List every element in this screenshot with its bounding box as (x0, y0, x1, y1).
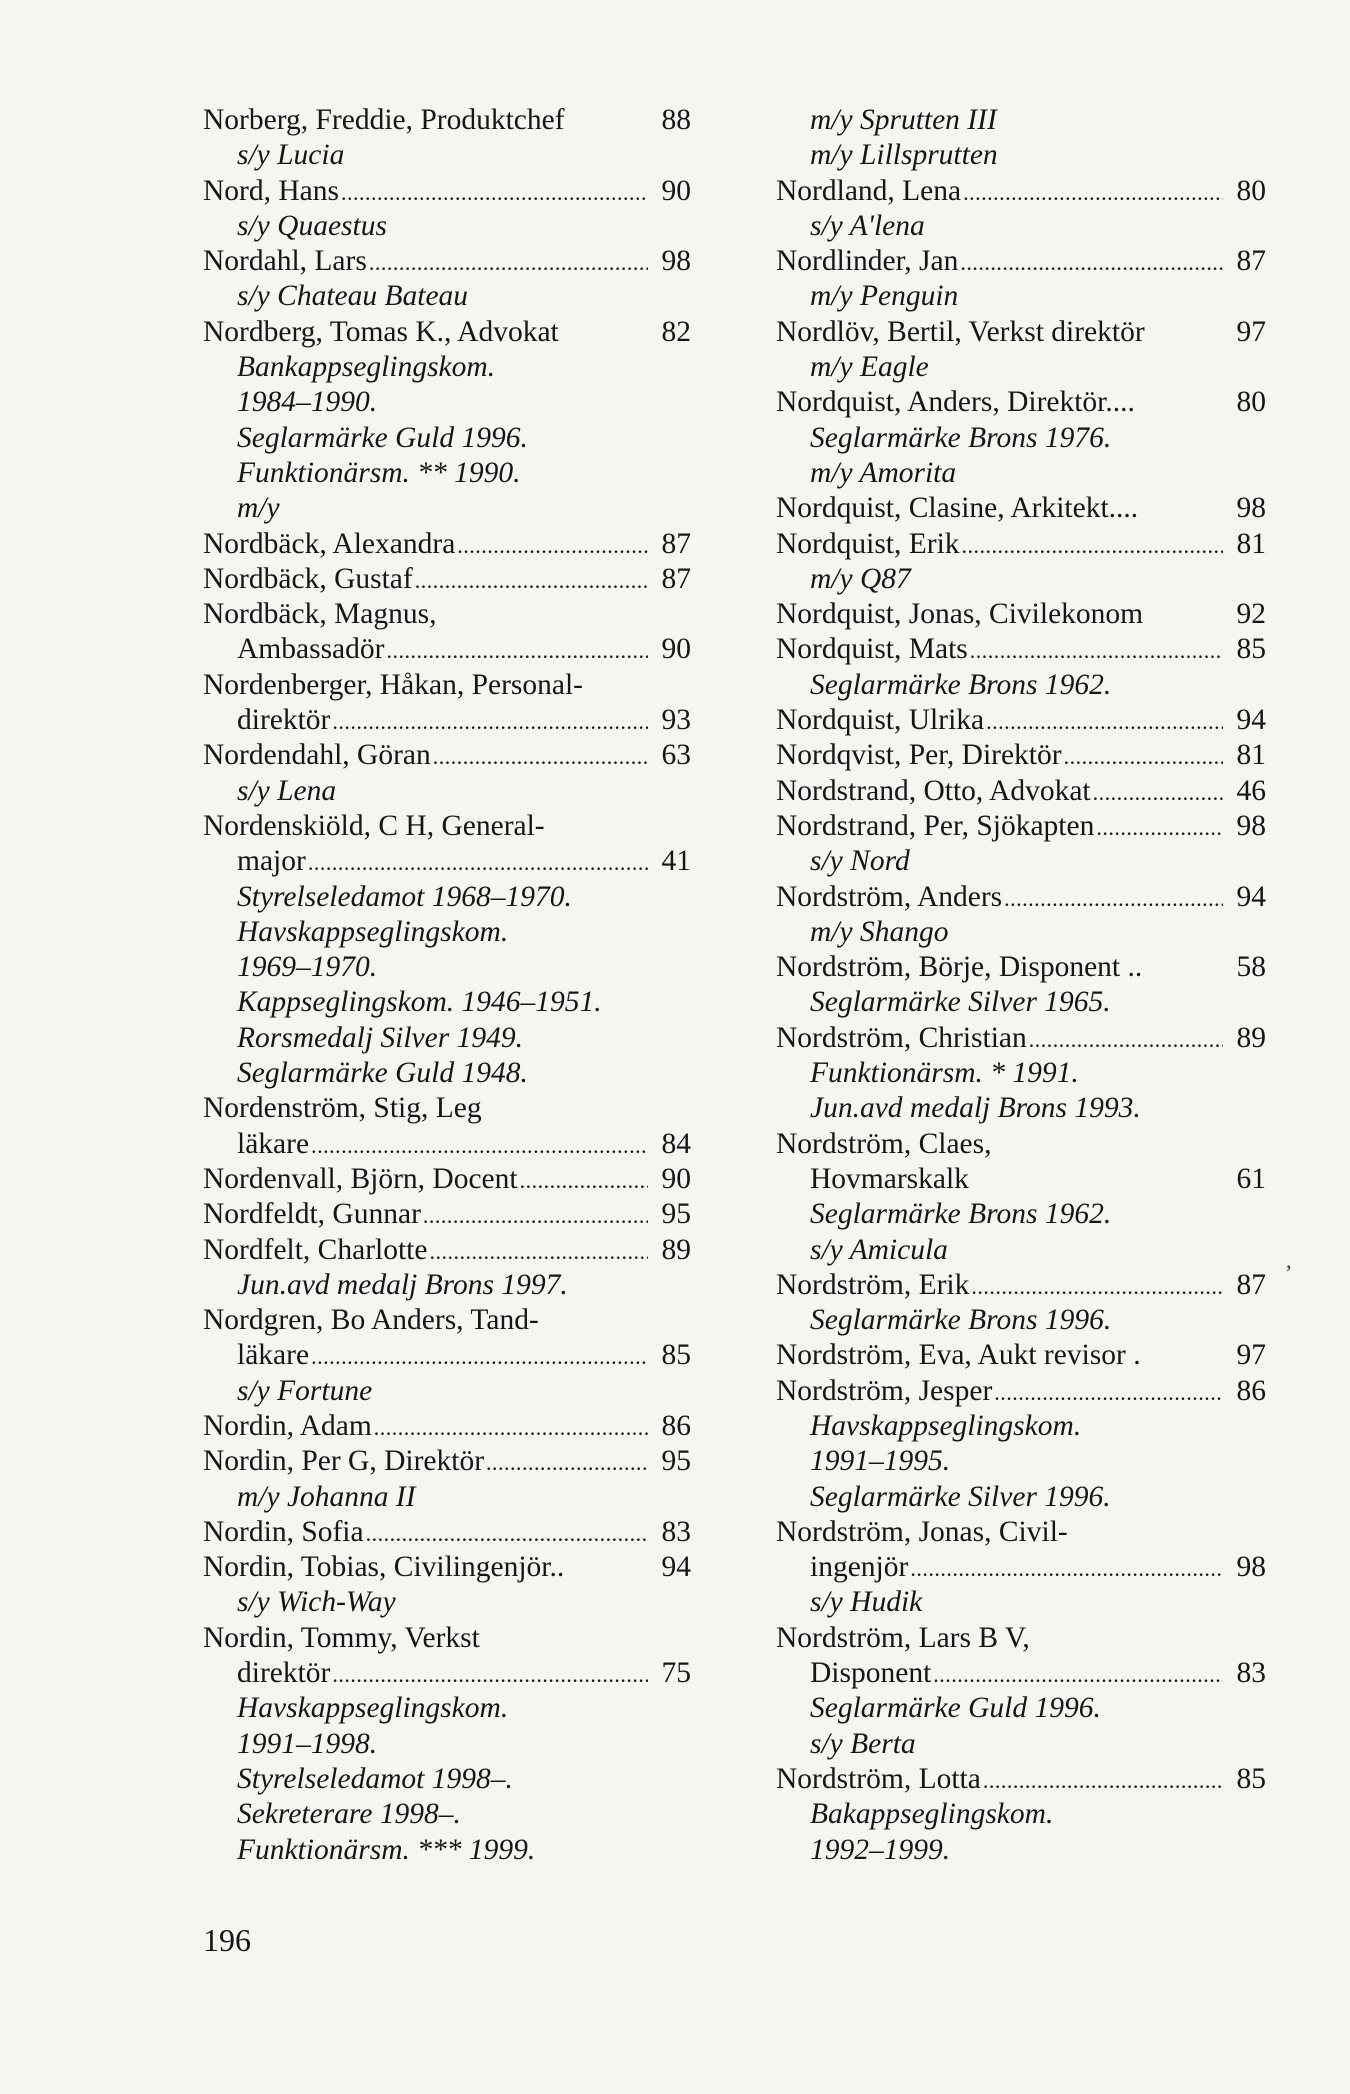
entry-page-number: 90 (661, 633, 691, 666)
entry-page-number: 94 (661, 1551, 691, 1584)
entry-note: m/y Penguin (810, 280, 959, 313)
entry-page-number: 94 (1236, 880, 1266, 913)
entry-text: Nordendahl, Göran (203, 739, 431, 772)
entry-note: s/y Lena (237, 774, 337, 807)
index-entry (776, 527, 1266, 562)
entry-text: Nordquist, Jonas, Civilekonom (776, 598, 1144, 631)
dot-leader (960, 245, 1223, 280)
dot-leader (1096, 810, 1223, 845)
entry-note: s/y Wich-Way (237, 1586, 396, 1619)
index-entry (776, 1021, 1266, 1056)
entry-page-number: 46 (1236, 774, 1266, 807)
entry-text: Nordin, Per G, Direktör (203, 1445, 485, 1478)
entry-text: Nordqvist, Per, Direktör (776, 739, 1062, 772)
index-entry-heading: Nordström, Jonas, Civil- (776, 1515, 1068, 1548)
index-entry (776, 738, 1266, 773)
entry-note: m/y Lillsprutten (810, 139, 998, 172)
entry-page-number: 90 (661, 174, 691, 207)
index-entry (776, 315, 1266, 350)
entry-text: Nordström, Anders (776, 880, 1003, 913)
entry-page-number: 83 (661, 1515, 691, 1548)
index-entry (776, 597, 1266, 632)
entry-text: Disponent (810, 1657, 932, 1690)
page-number: 196 (203, 1922, 251, 1958)
dot-leader (1064, 739, 1223, 774)
entry-note: s/y Lucia (237, 139, 345, 172)
entry-text: Ambassadör (237, 633, 385, 666)
dot-leader (423, 1198, 648, 1233)
entry-page-number: 81 (1236, 739, 1266, 772)
entry-page-number: 97 (1236, 1339, 1266, 1372)
right-column (776, 103, 1266, 1868)
entry-text: Nordlinder, Jan (776, 245, 959, 278)
entry-page-number: 63 (661, 739, 691, 772)
entry-text: Nordenvall, Björn, Docent (203, 1162, 518, 1195)
entry-page-number: 82 (661, 315, 691, 348)
dot-leader (374, 1410, 648, 1445)
index-entry-heading: Nordin, Tommy, Verkst (203, 1621, 480, 1654)
entry-note: 1991–1998. (237, 1727, 378, 1760)
index-entry-heading: Nordenskiöld, C H, General- (203, 809, 545, 842)
dot-leader (308, 845, 648, 880)
entry-note: s/y Fortune (237, 1374, 373, 1407)
dot-leader (429, 1234, 648, 1269)
entry-text: direktör (237, 704, 331, 737)
index-entry (203, 1197, 691, 1232)
index-entry (203, 1162, 691, 1197)
entry-page-number: 87 (1236, 245, 1266, 278)
index-entry (203, 1409, 691, 1444)
entry-text: direktör (237, 1657, 331, 1690)
entry-note: Styrelseledamot 1968–1970. (237, 880, 572, 913)
dot-leader (341, 175, 648, 210)
entry-note: s/y Berta (810, 1727, 916, 1760)
index-entry (203, 1233, 691, 1268)
entry-page-number: 85 (1236, 1762, 1266, 1795)
entry-text: Nordbäck, Gustaf (203, 562, 413, 595)
entry-text: Nordstrand, Otto, Advokat (776, 774, 1091, 807)
index-entry (203, 738, 691, 773)
index-entry-heading: Nordbäck, Magnus, (203, 598, 437, 631)
stray-mark: , (1286, 1248, 1292, 1273)
entry-note: Bakappseglingskom. (810, 1798, 1054, 1831)
entry-note: Jun.avd medalj Brons 1993. (810, 1092, 1141, 1125)
index-entry (776, 491, 1266, 526)
entry-page-number: 89 (661, 1233, 691, 1266)
index-entry (203, 703, 691, 738)
entry-note: s/y Hudik (810, 1586, 923, 1619)
entry-note: s/y A'lena (810, 209, 925, 242)
entry-page-number: 98 (661, 245, 691, 278)
entry-page-number: 41 (661, 845, 691, 878)
dot-leader (933, 1657, 1223, 1692)
entry-note: m/y Amorita (810, 456, 957, 489)
entry-page-number: 81 (1236, 527, 1266, 560)
entry-page-number: 80 (1236, 174, 1266, 207)
index-entry-heading: Nordström, Claes, (776, 1127, 992, 1160)
entry-text: Nordström, Börje, Disponent .. (776, 951, 1143, 984)
index-entry (203, 632, 691, 667)
index-entry (203, 1515, 691, 1550)
entry-page-number: 86 (661, 1409, 691, 1442)
dot-leader (520, 1163, 648, 1198)
entry-text: Hovmarskalk (810, 1162, 969, 1195)
entry-page-number: 84 (661, 1127, 691, 1160)
entry-note: s/y Chateau Bateau (237, 280, 469, 313)
index-entry (203, 562, 691, 597)
entry-text: Norberg, Freddie, Produktchef (203, 104, 565, 136)
index-entry (203, 244, 691, 279)
entry-text: Nordland, Lena (776, 174, 962, 207)
index-entry (776, 244, 1266, 279)
entry-text: Nordberg, Tomas K., Advokat (203, 315, 559, 348)
dot-leader (1004, 881, 1223, 916)
entry-text: Nordin, Sofia (203, 1515, 364, 1548)
index-entry (203, 1656, 691, 1691)
index-entry (203, 1444, 691, 1479)
entry-page-number: 94 (1236, 704, 1266, 737)
entry-note: m/y Shango (810, 915, 949, 948)
dot-leader (1093, 775, 1223, 810)
entry-note: Seglarmärke Guld 1948. (237, 1057, 528, 1090)
dot-leader (983, 1763, 1223, 1798)
entry-page-number: 98 (1236, 1551, 1266, 1584)
entry-page-number: 88 (661, 104, 691, 136)
entry-page-number: 97 (1236, 315, 1266, 348)
entry-note: Sekreterare 1998–. (237, 1798, 461, 1831)
index-entry-heading: Nordström, Lars B V, (776, 1621, 1030, 1654)
entry-note: Rorsmedalj Silver 1949. (237, 1021, 523, 1054)
dot-leader (311, 1339, 648, 1374)
index-entry (776, 1162, 1266, 1197)
entry-note: m/y Johanna II (237, 1480, 416, 1513)
entry-text: Nordquist, Erik (776, 527, 960, 560)
index-entry (776, 880, 1266, 915)
entry-note: Funktionärsm. ** 1990. (237, 456, 521, 489)
entry-page-number: 98 (1236, 492, 1266, 525)
dot-leader (386, 633, 648, 668)
entry-text: Nordström, Christian (776, 1021, 1027, 1054)
index-entry (776, 1268, 1266, 1303)
dot-leader (433, 739, 648, 774)
entry-note: Seglarmärke Silver 1996. (810, 1480, 1111, 1513)
entry-text: Nordbäck, Alexandra (203, 527, 456, 560)
entry-note: Seglarmärke Brons 1976. (810, 421, 1112, 454)
index-entry (203, 527, 691, 562)
dot-leader (457, 528, 648, 563)
entry-note: Kappseglingskom. 1946–1951. (237, 986, 602, 1019)
entry-page-number: 86 (1236, 1374, 1266, 1407)
entry-page-number: 58 (1236, 951, 1266, 984)
index-entry (203, 1338, 691, 1373)
entry-note: Havskappseglingskom. (237, 915, 509, 948)
entry-text: Nordquist, Anders, Direktör.... (776, 386, 1135, 419)
entry-text: Nordström, Jesper (776, 1374, 993, 1407)
entry-page-number: 93 (661, 704, 691, 737)
entry-text: läkare (237, 1127, 310, 1160)
entry-page-number: 75 (661, 1657, 691, 1690)
entry-note: Seglarmärke Brons 1962. (810, 1198, 1112, 1231)
entry-page-number: 90 (661, 1162, 691, 1195)
entry-note: m/y Eagle (810, 351, 929, 384)
entry-text: Nordfeldt, Gunnar (203, 1198, 421, 1231)
index-entry (776, 809, 1266, 844)
index-entry (776, 703, 1266, 738)
entry-text: Nordquist, Ulrika (776, 704, 985, 737)
entry-text: Nordquist, Clasine, Arkitekt.... (776, 492, 1139, 525)
dot-leader (332, 1657, 648, 1692)
entry-page-number: 61 (1236, 1162, 1266, 1195)
entry-note: Seglarmärke Silver 1965. (810, 986, 1111, 1019)
entry-text: Nordfelt, Charlotte (203, 1233, 428, 1266)
left-column (203, 103, 691, 1868)
entry-note: m/y Sprutten III (810, 104, 997, 136)
entry-page-number: 95 (661, 1445, 691, 1478)
index-entry (776, 632, 1266, 667)
dot-leader (1029, 1022, 1223, 1057)
dot-leader (311, 1128, 648, 1163)
index-entry (776, 1374, 1266, 1409)
entry-page-number: 87 (661, 562, 691, 595)
index-entry (203, 103, 691, 138)
entry-page-number: 98 (1236, 809, 1266, 842)
index-entry (776, 1656, 1266, 1691)
dot-leader (415, 563, 648, 598)
entry-note: Seglarmärke Guld 1996. (810, 1692, 1101, 1725)
index-entry (776, 174, 1266, 209)
entry-text: ingenjör (810, 1551, 909, 1584)
index-entry (776, 950, 1266, 985)
dot-leader (986, 704, 1223, 739)
index-entry (203, 1550, 691, 1585)
entry-text: Nordin, Adam (203, 1409, 372, 1442)
dot-leader (910, 1551, 1223, 1586)
entry-page-number: 92 (1236, 598, 1266, 631)
entry-note: m/y (237, 492, 280, 525)
entry-note: Seglarmärke Guld 1996. (237, 421, 528, 454)
entry-note: s/y Nord (810, 845, 910, 878)
dot-leader (332, 704, 648, 739)
index-entry (776, 1338, 1266, 1373)
entry-text: Nordström, Eva, Aukt revisor . (776, 1339, 1141, 1372)
entry-note: Havskappseglingskom. (810, 1409, 1082, 1442)
entry-note: Styrelseledamot 1998–. (237, 1762, 513, 1795)
entry-note: 1991–1995. (810, 1445, 951, 1478)
index-entry (203, 1127, 691, 1162)
entry-note: Bankappseglingskom. (237, 351, 496, 384)
entry-page-number: 80 (1236, 386, 1266, 419)
entry-note: Seglarmärke Brons 1962. (810, 668, 1112, 701)
dot-leader (994, 1375, 1223, 1410)
entry-note: Jun.avd medalj Brons 1997. (237, 1268, 568, 1301)
entry-note: 1984–1990. (237, 386, 378, 419)
entry-text: major (237, 845, 306, 878)
entry-text: läkare (237, 1339, 310, 1372)
index-entry-heading: Nordgren, Bo Anders, Tand- (203, 1304, 539, 1337)
index-entry (776, 385, 1266, 420)
entry-text: Nordström, Lotta (776, 1762, 981, 1795)
entry-note: 1969–1970. (237, 951, 378, 984)
entry-page-number: 85 (661, 1339, 691, 1372)
entry-text: Nordquist, Mats (776, 633, 968, 666)
dot-leader (962, 528, 1223, 563)
index-entry-heading: Nordenström, Stig, Leg (203, 1092, 482, 1125)
dot-leader (369, 245, 648, 280)
entry-note: Funktionärsm. *** 1999. (237, 1833, 536, 1866)
entry-page-number: 87 (1236, 1268, 1266, 1301)
index-entry (203, 844, 691, 879)
entry-text: Nord, Hans (203, 174, 340, 207)
entry-text: Nordström, Erik (776, 1268, 970, 1301)
entry-page-number: 89 (1236, 1021, 1266, 1054)
entry-note: m/y Q87 (810, 562, 911, 595)
index-entry (203, 174, 691, 209)
index-entry-heading: Nordenberger, Håkan, Personal- (203, 668, 583, 701)
entry-note: Funktionärsm. * 1991. (810, 1057, 1079, 1090)
dot-leader (971, 1269, 1223, 1304)
entry-text: Nordlöv, Bertil, Verkst direktör (776, 315, 1145, 348)
entry-text: Nordstrand, Per, Sjökapten (776, 809, 1095, 842)
dot-leader (970, 633, 1223, 668)
entry-note: Seglarmärke Brons 1996. (810, 1304, 1112, 1337)
entry-text: Nordin, Tobias, Civilingenjör.. (203, 1551, 565, 1584)
entry-note: Havskappseglingskom. (237, 1692, 509, 1725)
entry-note: 1992–1999. (810, 1833, 951, 1866)
entry-note: s/y Quaestus (237, 209, 387, 242)
dot-leader (963, 175, 1223, 210)
index-entry (776, 1762, 1266, 1797)
entry-page-number: 83 (1236, 1657, 1266, 1690)
dot-leader (366, 1516, 648, 1551)
index-entry (776, 774, 1266, 809)
entry-page-number: 87 (661, 527, 691, 560)
index-entry (203, 315, 691, 350)
entry-page-number: 95 (661, 1198, 691, 1231)
index-entry (776, 1550, 1266, 1585)
entry-text: Nordahl, Lars (203, 245, 367, 278)
entry-note: s/y Amicula (810, 1233, 948, 1266)
dot-leader (486, 1445, 648, 1480)
entry-page-number: 85 (1236, 633, 1266, 666)
